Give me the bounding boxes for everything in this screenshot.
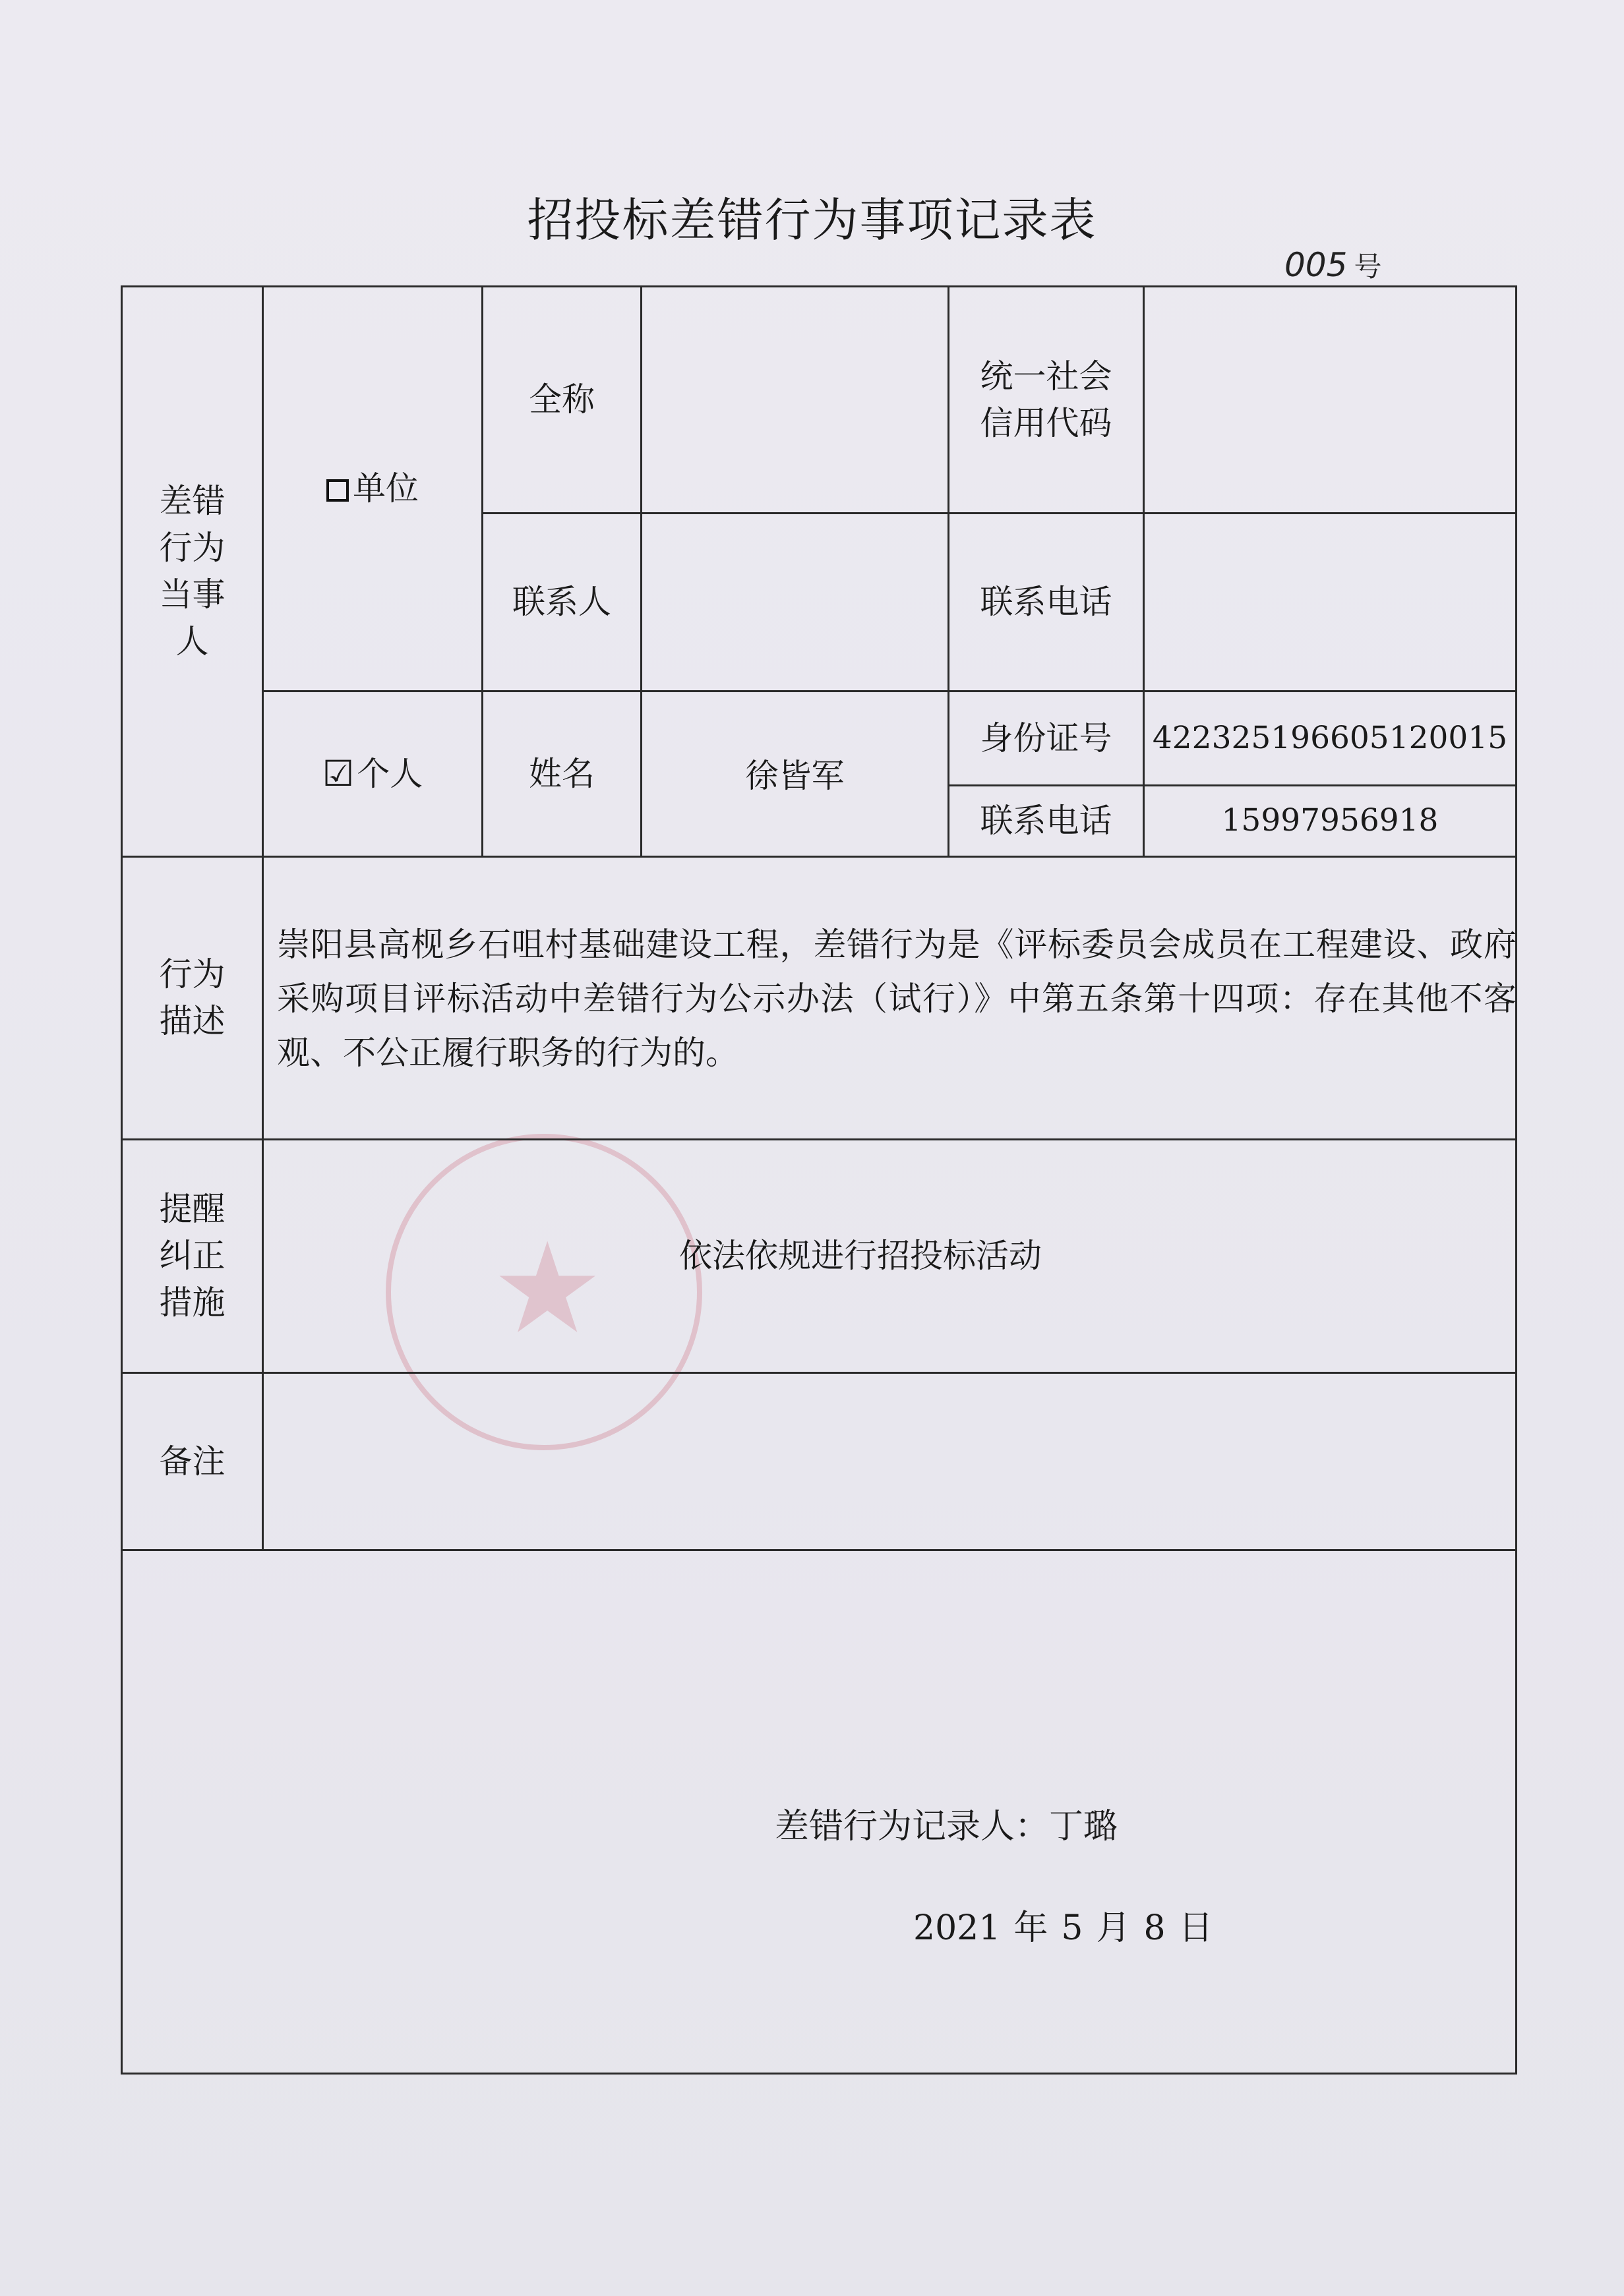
recorder-label: 差错行为记录人： [775,1807,1050,1846]
unit-phone-label: 联系电话 [980,583,1112,621]
id-number-value: 422325196605120015 [1152,719,1508,756]
recorder-line [775,1798,1118,1848]
seal-star-icon: ★ [491,1216,604,1361]
serial-number [1284,245,1381,285]
party-heading: 差错 行为 当事 人 [159,482,226,661]
unit-option[interactable]: 单位 [264,287,481,690]
id-number-label: 身份证号 [980,719,1112,757]
behavior-label: 行为 描述 [159,955,226,1040]
record-date: 2021 年 5 月 8 日 [913,1908,1213,1948]
credit-code-value [1145,287,1515,512]
behavior-description: 崇阳县高枧乡石咀村基础建设工程，差错行为是《评标委员会成员在工程建设、政府采购项目评标活动中差错行为公示办法（试行）》中第五条第十四项：存在其他不客观、不公正履行职务的行为的。 [277,926,1517,1072]
person-option[interactable]: ☑ 个人 [322,753,423,794]
contact-person-label: 联系人 [512,583,611,621]
full-name-value [642,287,947,512]
person-checkbox-checked-icon[interactable]: ☑ [322,753,355,794]
person-phone-value: 15997956918 [1221,802,1439,839]
recorder-name: 丁璐 [1049,1807,1118,1846]
serial-number-suffix: 号 [1354,250,1382,283]
document-title: 招投标差错行为事项记录表 [527,193,1097,247]
full-name-label: 全称 [529,380,595,419]
correction-measure: 依法依规进行招投标活动 [679,1237,1042,1275]
credit-code-label: 统一社会 信用代码 [980,357,1112,442]
name-label: 姓名 [529,754,595,793]
person-phone-label: 联系电话 [980,802,1112,840]
unit-checkbox[interactable] [326,479,349,502]
unit-phone-value [1145,514,1515,690]
contact-person-value [642,514,947,690]
correction-label: 提醒 纠正 措施 [159,1190,226,1322]
name-value: 徐皆军 [745,757,845,795]
serial-number-value: 005 [1284,246,1348,284]
remarks-label: 备注 [159,1442,226,1481]
remarks-value [264,1374,1515,1549]
